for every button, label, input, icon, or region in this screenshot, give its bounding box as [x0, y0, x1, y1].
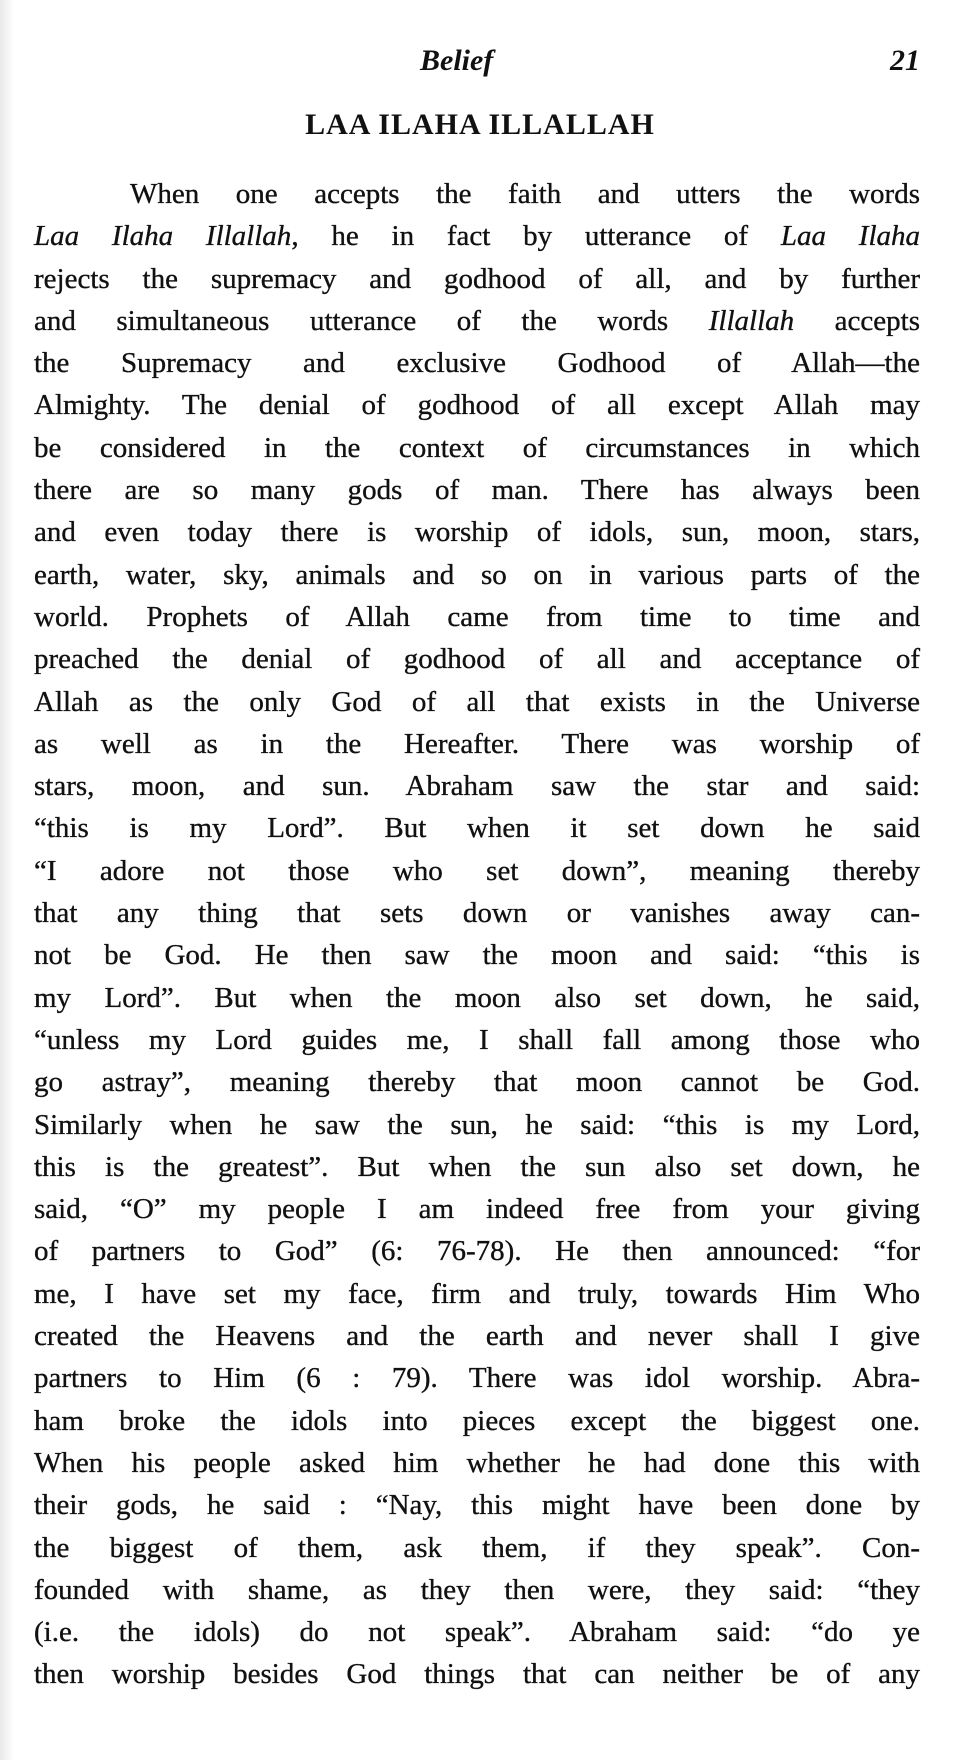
text-segment: Allah as the only God of all that exists in the Universe: [34, 685, 920, 718]
text-segment: of partners to God” (6: 76-78). He then announced: “for: [34, 1235, 920, 1268]
text-line: [34, 300, 920, 342]
text-line: [34, 1400, 920, 1442]
text-segment: earth, water, sky, animals and so on in various parts of the: [34, 558, 920, 591]
text-segment: and even today there is worship of idols, sun, moon, stars,: [34, 516, 920, 549]
page-number: 21: [890, 44, 920, 77]
text-line: [34, 1357, 920, 1399]
text-line: [34, 1230, 920, 1272]
italic-term: Laa Ilaha: [780, 220, 921, 253]
text-segment: created the Heavens and the earth and never shall I give: [34, 1320, 920, 1353]
text-segment: not be God. He then saw the moon and said: “this is: [34, 939, 920, 972]
text-line: [34, 1484, 920, 1526]
italic-term: Illallah: [708, 304, 795, 337]
text-line: [34, 1273, 920, 1315]
text-line: [34, 807, 920, 849]
text-line: [34, 1104, 920, 1146]
text-segment: the biggest of them, ask them, if they speak”. Con-: [34, 1531, 920, 1564]
text-line: [34, 427, 920, 469]
text-line: [34, 1146, 920, 1188]
text-line: [34, 469, 920, 511]
text-segment: me, I have set my face, firm and truly, towards Him Who: [34, 1277, 920, 1310]
text-segment: that any thing that sets down or vanishes away can-: [34, 897, 920, 930]
text-line: [34, 258, 920, 300]
running-head: [0, 44, 960, 84]
body-text: [34, 173, 920, 1696]
text-line: [34, 554, 920, 596]
text-segment: Almighty. The denial of godhood of all except Allah may: [34, 389, 920, 422]
text-line: [34, 384, 920, 426]
italic-term: Laa Ilaha Illallah: [34, 220, 292, 253]
text-line: [34, 638, 920, 680]
text-segment: my Lord”. But when the moon also set down, he said,: [34, 981, 920, 1014]
text-segment: then worship besides God things that can neither be of any: [34, 1658, 920, 1691]
text-segment: there are so many gods of man. There has always been: [34, 474, 920, 507]
text-segment: “I adore not those who set down”, meaning thereby: [34, 854, 920, 887]
text-segment: “unless my Lord guides me, I shall fall among those who: [34, 1023, 920, 1056]
text-segment: When his people asked him whether he had done this with: [34, 1446, 920, 1479]
text-line: [34, 934, 920, 976]
text-segment: preached the denial of godhood of all and acceptance of: [34, 643, 920, 676]
text-segment: be considered in the context of circumstances in which: [34, 431, 920, 464]
text-segment: , he in fact by utterance of: [291, 220, 781, 253]
text-line: [34, 1188, 920, 1230]
text-segment: said, “O” my people I am indeed free from your giving: [34, 1193, 920, 1226]
text-line: [34, 1569, 920, 1611]
text-segment: accepts: [794, 304, 920, 337]
text-segment: and simultaneous utterance of the words: [34, 304, 709, 337]
text-segment: go astray”, meaning thereby that moon cannot be God.: [34, 1066, 920, 1099]
text-line: [34, 215, 920, 257]
text-segment: “this is my Lord”. But when it set down he said: [34, 812, 920, 845]
text-line: [34, 1061, 920, 1103]
text-line: [34, 850, 920, 892]
text-segment: stars, moon, and sun. Abraham saw the star and said:: [34, 770, 920, 803]
text-line: [34, 1611, 920, 1653]
text-segment: (i.e. the idols) do not speak”. Abraham said: “do ye: [34, 1616, 920, 1649]
text-line: [34, 342, 920, 384]
text-segment: this is the greatest”. But when the sun also set down, he: [34, 1150, 920, 1183]
text-segment: as well as in the Hereafter. There was worship of: [34, 727, 920, 760]
text-line: [34, 892, 920, 934]
text-line: [34, 681, 920, 723]
text-segment: partners to Him (6 : 79). There was idol worship. Abra-: [34, 1362, 920, 1395]
text-line: [34, 1315, 920, 1357]
text-segment: the Supremacy and exclusive Godhood of Allah—the: [34, 347, 920, 380]
text-line: [34, 596, 920, 638]
text-line: [34, 723, 920, 765]
running-head-title: Belief: [420, 44, 494, 77]
text-line: [34, 1019, 920, 1061]
text-segment: When one accepts the faith and utters the words: [130, 178, 920, 210]
chapter-title: LAA ILAHA ILLALLAH: [305, 108, 655, 141]
text-segment: their gods, he said : “Nay, this might have been done by: [34, 1489, 920, 1522]
text-line: [34, 511, 920, 553]
text-segment: ham broke the idols into pieces except the biggest one.: [34, 1404, 920, 1437]
text-line: [34, 1653, 920, 1695]
text-line: [34, 765, 920, 807]
text-segment: Similarly when he saw the sun, he said: “this is my Lord,: [34, 1108, 920, 1141]
text-line: [34, 1527, 920, 1569]
text-line: [34, 1442, 920, 1484]
text-line: [34, 173, 920, 215]
text-segment: world. Prophets of Allah came from time to time and: [34, 600, 920, 633]
scan-gutter-shadow: [0, 0, 14, 1760]
text-segment: founded with shame, as they then were, they said: “they: [34, 1573, 920, 1606]
text-segment: rejects the supremacy and godhood of all, and by further: [34, 262, 920, 295]
text-line: [34, 977, 920, 1019]
